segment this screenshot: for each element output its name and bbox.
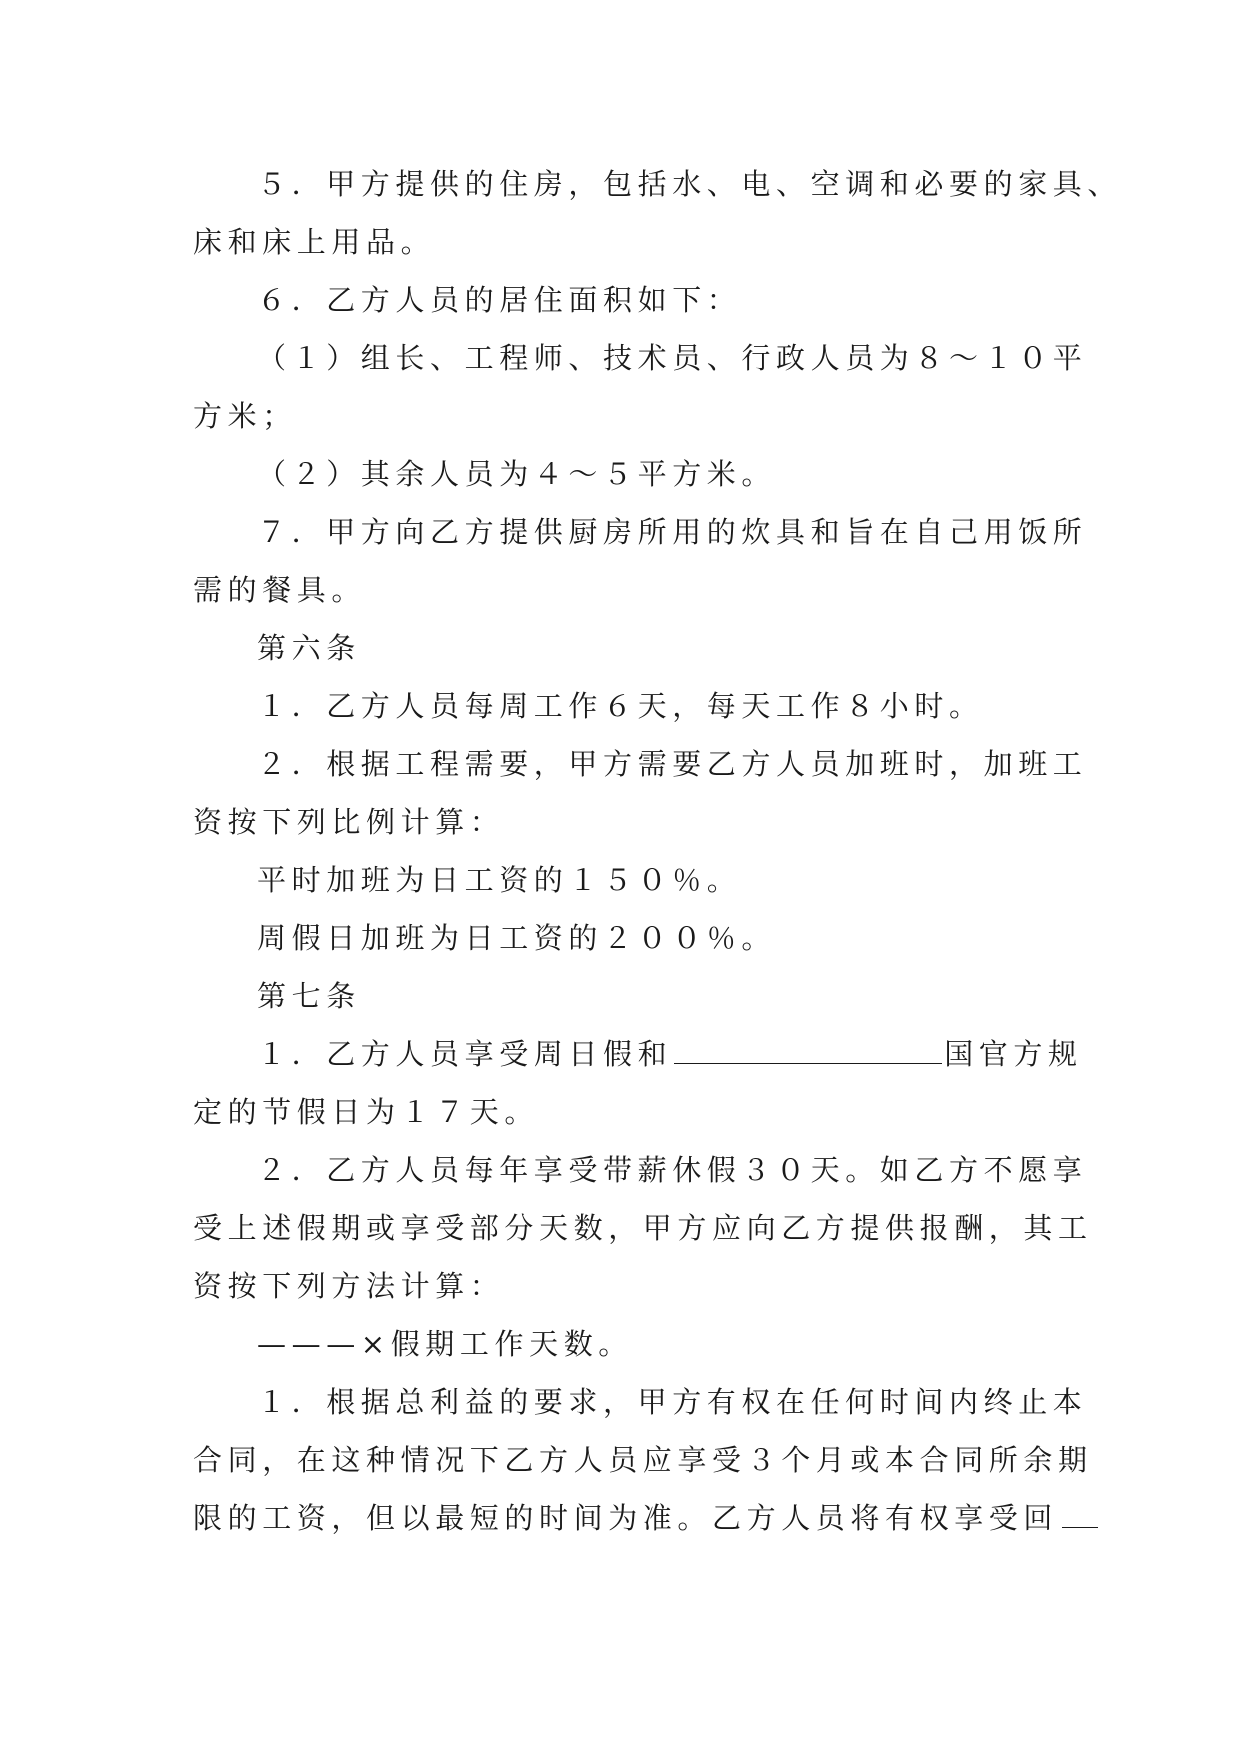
line-text-after-blank: 国官方规 — [944, 1037, 1083, 1071]
section-heading: 第七条 — [257, 979, 361, 1013]
paragraph-line: 平时加班为日工资的１５０％。 — [257, 863, 742, 897]
paragraph-line: ７．甲方向乙方提供厨房所用的炊具和旨在自己用饭所 — [257, 515, 1088, 549]
paragraph-line: 周假日加班为日工资的２００％。 — [257, 921, 777, 955]
paragraph-line: （２）其余人员为４～５平方米。 — [257, 457, 777, 491]
line-text: 限的工资，但以最短的时间为准。乙方人员将有权享受回 — [193, 1501, 1059, 1535]
paragraph-line: １．乙方人员每周工作６天，每天工作８小时。 — [257, 689, 984, 723]
paragraph-line: ２．根据工程需要，甲方需要乙方人员加班时，加班工 — [257, 747, 1088, 781]
formula-line: ———×假期工作天数。 — [257, 1327, 633, 1361]
paragraph-line: 资按下列比例计算： — [193, 805, 505, 839]
paragraph-line: 定的节假日为１７天。 — [193, 1095, 540, 1129]
paragraph-line: 需的餐具。 — [193, 573, 367, 607]
document-body — [193, 155, 1123, 1547]
paragraph-line: １．根据总利益的要求，甲方有权在任何时间内终止本 — [257, 1385, 1088, 1419]
fill-in-blank — [674, 1033, 942, 1064]
paragraph-line: 方米； — [193, 399, 297, 433]
paragraph-line: 床和床上用品。 — [193, 225, 436, 259]
section-heading: 第六条 — [257, 631, 361, 665]
fill-in-blank — [1062, 1497, 1098, 1528]
paragraph-line: 受上述假期或享受部分天数，甲方应向乙方提供报酬，其工 — [193, 1211, 1093, 1245]
paragraph-line: （１）组长、工程师、技术员、行政人员为８～１０平 — [257, 341, 1088, 375]
paragraph-line: 资按下列方法计算： — [193, 1269, 505, 1303]
paragraph-line: ５．甲方提供的住房，包括水、电、空调和必要的家具、 — [257, 167, 1123, 201]
paragraph-line: ２．乙方人员每年享受带薪休假３０天。如乙方不愿享 — [257, 1153, 1088, 1187]
line-text-before-blank: １．乙方人员享受周日假和 — [257, 1037, 673, 1071]
paragraph-line — [193, 1489, 1059, 1547]
paragraph-line — [193, 1025, 1083, 1083]
paragraph-line: 合同，在这种情况下乙方人员应享受３个月或本合同所余期 — [193, 1443, 1093, 1477]
paragraph-line: ６．乙方人员的居住面积如下： — [257, 283, 742, 317]
